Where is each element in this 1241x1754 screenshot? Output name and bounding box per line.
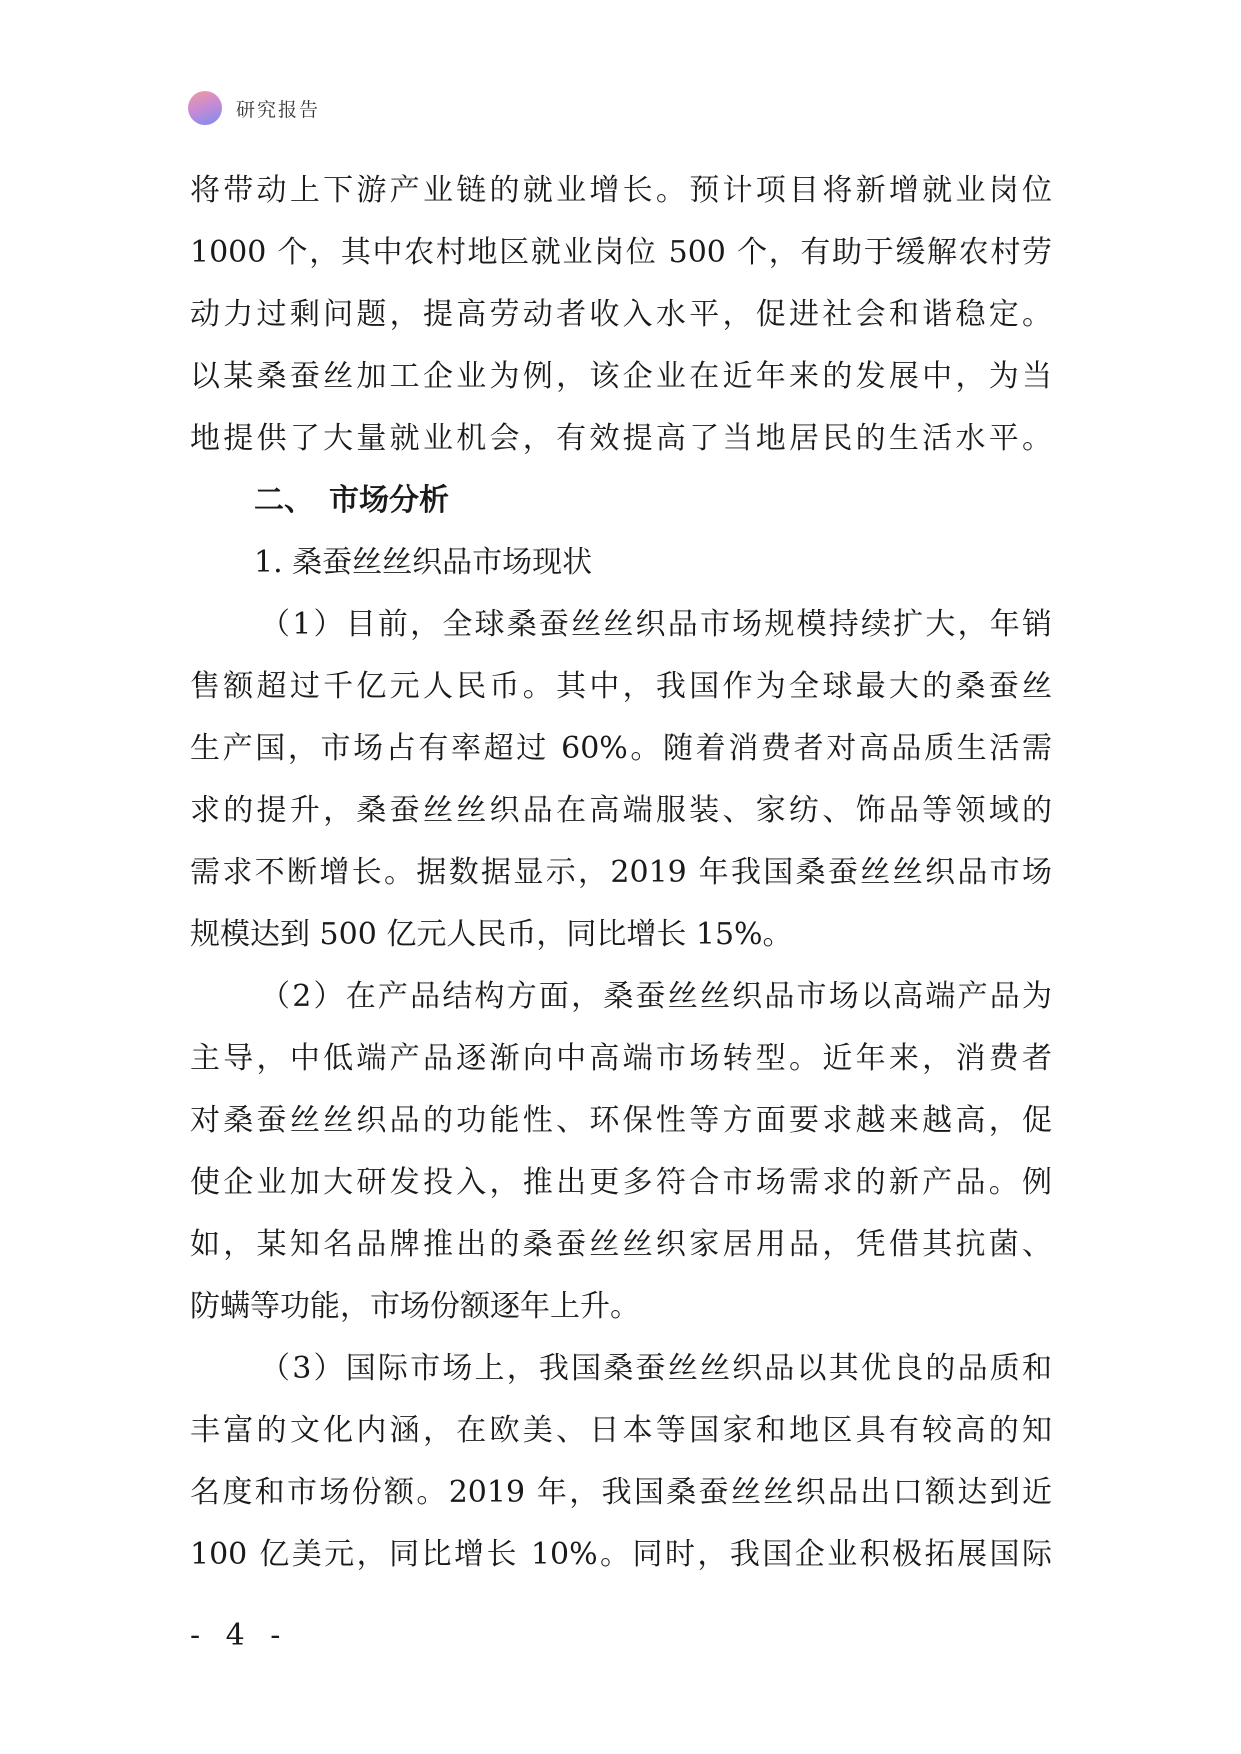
text-line: 以某桑蚕丝加工企业为例，该企业在近年来的发展中，为当 [190,359,1052,394]
text-line: （1）目前，全球桑蚕丝丝织品市场规模持续扩大，年销 [260,607,1052,642]
text-line: 如，某知名品牌推出的桑蚕丝丝织家居用品，凭借其抗菌、 [190,1227,1052,1262]
page-header [188,88,320,128]
text-line: （2）在产品结构方面，桑蚕丝丝织品市场以高端产品为 [260,979,1052,1014]
text-line: 100 亿美元，同比增长 10%。同时，我国企业积极拓展国际 [190,1537,1052,1572]
paragraph-point-3 [190,1338,1052,1586]
text-line: 1000 个，其中农村地区就业岗位 500 个，有助于缓解农村劳 [190,235,1052,270]
text-line: 需求不断增长。据数据显示，2019 年我国桑蚕丝丝织品市场 [190,855,1052,890]
page-number: - 4 - [190,1618,289,1653]
text-line: 售额超过千亿元人民币。其中，我国作为全球最大的桑蚕丝 [190,669,1052,704]
text-line: 主导，中低端产品逐渐向中高端市场转型。近年来，消费者 [190,1041,1052,1076]
page-body [190,160,1052,1586]
section-heading: 二、 市场分析 [254,483,449,518]
text-line: （3）国际市场上，我国桑蚕丝丝织品以其优良的品质和 [260,1351,1052,1386]
subsection-heading: 1. 桑蚕丝丝织品市场现状 [254,545,593,580]
report-logo-icon [188,91,222,125]
text-line: 动力过剩问题，提高劳动者收入水平，促进社会和谐稳定。 [190,297,1052,332]
text-line: 对桑蚕丝丝织品的功能性、环保性等方面要求越来越高，促 [190,1103,1052,1138]
text-line: 生产国，市场占有率超过 60%。随着消费者对高品质生活需 [190,731,1052,766]
text-line: 使企业加大研发投入，推出更多符合市场需求的新产品。例 [190,1165,1052,1200]
text-line: 地提供了大量就业机会，有效提高了当地居民的生活水平。 [190,421,1052,456]
text-line: 求的提升，桑蚕丝丝织品在高端服装、家纺、饰品等领域的 [190,793,1052,828]
paragraph-continuation [190,160,1052,470]
text-line: 规模达到 500 亿元人民币，同比增长 15%。 [190,917,793,952]
text-line: 防螨等功能，市场份额逐年上升。 [190,1289,640,1324]
text-line: 丰富的文化内涵，在欧美、日本等国家和地区具有较高的知 [190,1413,1052,1448]
paragraph-point-2 [190,966,1052,1338]
header-title: 研究报告 [236,98,321,121]
text-line: 名度和市场份额。2019 年，我国桑蚕丝丝织品出口额达到近 [190,1475,1052,1510]
paragraph-point-1 [190,594,1052,966]
text-line: 将带动上下游产业链的就业增长。预计项目将新增就业岗位 [190,173,1052,208]
